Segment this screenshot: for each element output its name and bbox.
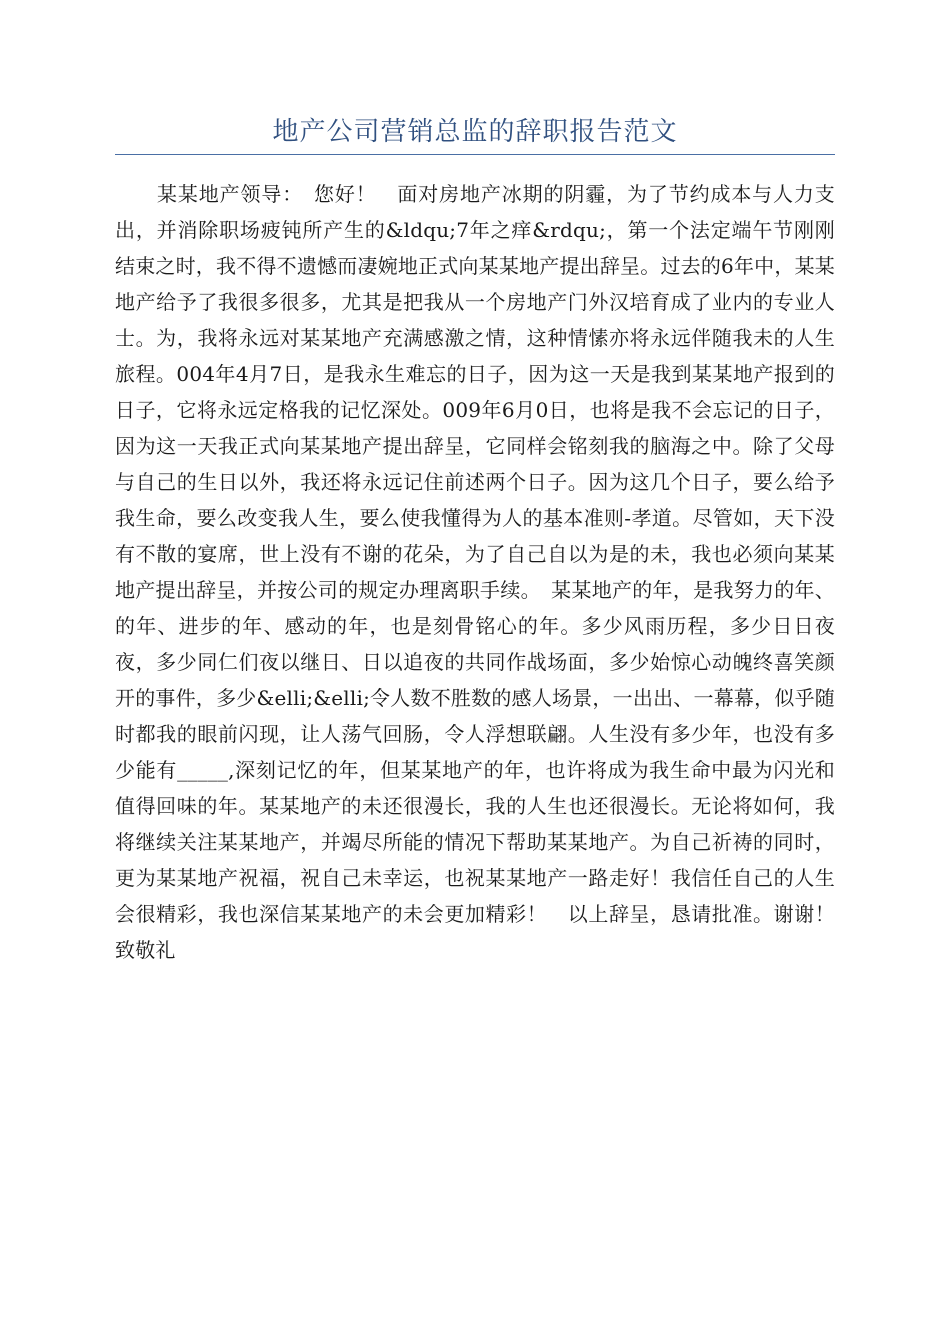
- document-title: 地产公司营销总监的辞职报告范文: [272, 117, 678, 147]
- document-body: 某某地产领导： 您好！ 面对房地产冰期的阴霾，为了节约成本与人力支出，并消除职场疲钝所产生的&ldqu;7年之痒&rdqu;，第一个法定端午节刚刚结束之时，我不得不遗憾而凄婉地正式向某某地产提出辞呈。过去的6年中，某某地产给予了我很多很多，尤其是把我从一个房地产门外汉培育成了业内的专业人士。为，我将永远对某某地产充满感激之情，这种情愫亦将永远伴随我未的人生旅程。004年4月7日，是我永生难忘的日子，因为这一天是我到某某地产报到的日子，它将永远定格我的记忆深处。009年6月0日，也将是我不会忘记的日子，因为这一天我正式向某某地产提出辞呈，它同样会铭刻我的脑海之中。除了父母与自己的生日以外，我还将永远记住前述两个日子。因为这几个日子，要么给予我生命，要么改变我人生，要么使我懂得为人的基本准则-孝道。尽管如，天下没有不散的宴席，世上没有不谢的花朵，为了自己自以为是的未，我也必须向某某地产提出辞呈，并按公司的规定办理离职手续。 某某地产的年，是我努力的年、的年、进步的年、感动的年，也是刻骨铭心的年。多少风雨历程，多少日日夜夜，多少同仁们夜以继日、日以追夜的共同作战场面，多少始惊心动魄终喜笑颜开的事件，多少&elli;&elli;令人数不胜数的感人场景，一出出、一幕幕，似乎随时都我的眼前闪现，让人荡气回肠，令人浮想联翩。人生没有多少年，也没有多少能有_____,深刻记忆的年，但某某地产的年，也许将成为我生命中最为闪光和值得回味的年。某某地产的未还很漫长，我的人生也还很漫长。无论将如何，我将继续关注某某地产，并竭尽所能的情况下帮助某某地产。为自己祈祷的同时，更为某某地产祝福，祝自己未幸运，也祝某某地产一路走好！我信任自己的人生会很精彩，我也深信某某地产的未会更加精彩！ 以上辞呈，恳请批准。谢谢！ 致敬礼: [115, 182, 856, 962]
- title-underline: [115, 154, 835, 155]
